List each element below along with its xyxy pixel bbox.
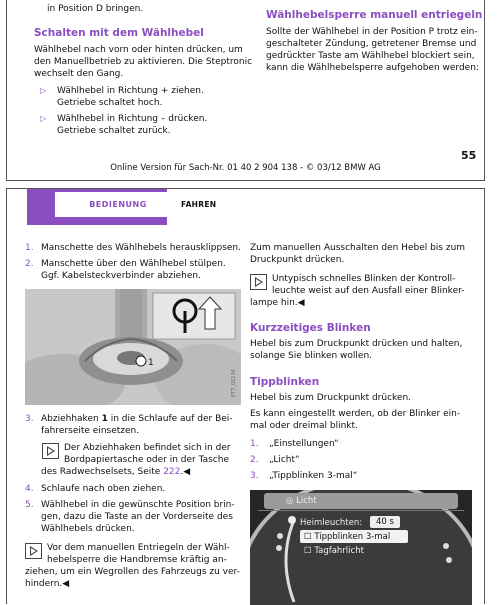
note-text: hindern.◀ <box>25 579 70 589</box>
list-item: Wählhebel in Richtung – drücken. <box>57 114 208 124</box>
list-item: „Einstellungen“ <box>269 439 339 449</box>
step-number: 5. <box>25 500 34 510</box>
step-number: 3. <box>25 414 34 424</box>
step-number: 1. <box>25 243 34 253</box>
page-number: 55 <box>461 149 477 162</box>
note-text: ziehen, um ein Wegrollen des Fahrzeugs zu ver- <box>25 567 240 577</box>
paragraph-line: Hebel bis zum Druckpunkt drücken. <box>250 393 412 403</box>
heading-tippblinken: Tippblinken <box>250 376 320 388</box>
checkbox-icon: ☐ <box>304 532 312 542</box>
light-icon: ◎ <box>286 496 294 506</box>
note-text: Untypisch schnelles Blinken der Kontroll- <box>272 274 456 284</box>
paragraph-line: Hebel bis zum Druckpunkt drücken und halten, <box>250 339 463 349</box>
paragraph-line: wechselt den Gang. <box>34 69 124 79</box>
note-text: Vor dem manuellen Entriegeln der Wähl- <box>47 543 230 553</box>
step-text: Manschette über den Wählhebel stülpen. <box>41 259 226 269</box>
list-number: 1. <box>250 439 259 449</box>
note-text: Der Abziehhaken befindet sich in der <box>64 443 231 453</box>
note-text: lampe hin.◀ <box>250 298 305 308</box>
screen-row-heimleuchten[interactable]: Heimleuchten: <box>300 518 363 528</box>
header-bar <box>27 189 167 225</box>
step-number: 4. <box>25 484 34 494</box>
paragraph-line: geschalteter Zündung, getretener Bremse und <box>266 39 477 49</box>
list-item: Wählhebel in Richtung + ziehen. <box>57 86 204 96</box>
paragraph-line: solange Sie blinken wollen. <box>250 351 373 361</box>
step-text: fahrerseite einsetzen. <box>41 426 140 436</box>
step-text: Abziehhaken 1 in die Schlaufe auf der Bei- <box>41 414 233 424</box>
step-text: Wählhebels drücken. <box>41 524 135 534</box>
svg-text:1: 1 <box>148 358 154 368</box>
step-text: Schlaufe nach oben ziehen. <box>41 484 166 494</box>
paragraph-line: den Manuellbetrieb zu aktivieren. Die Steptronic <box>34 57 253 67</box>
heading-schalten: Schalten mit dem Wählhebel <box>34 27 204 39</box>
note-text: des Radwechselsets, Seite 222.◀ <box>41 467 191 477</box>
list-item: „Licht“ <box>269 455 300 465</box>
gear-lever-photo <box>25 289 241 405</box>
note-text: Bordpapiertasche oder in der Tasche <box>64 455 229 465</box>
step-number: 2. <box>25 259 34 269</box>
paragraph-line: Wählhebel nach vorn oder hinten drücken, um <box>34 45 243 55</box>
checkbox-icon: ☐ <box>304 546 312 556</box>
list-item: Getriebe schaltet hoch. <box>57 98 163 108</box>
triangle-bullet-icon: ▷ <box>40 114 47 123</box>
note-text: leuchte weist auf den Ausfall einer Blinker- <box>272 286 465 296</box>
triangle-bullet-icon: ▷ <box>40 86 47 95</box>
paragraph-line: Es kann eingestellt werden, ob der Blinker ein- <box>250 409 461 419</box>
paragraph-line: kann die Wählhebelsperre aufgehoben werden: <box>266 63 479 73</box>
paragraph-line: mal oder dreimal blinkt. <box>250 421 358 431</box>
list-number: 2. <box>250 455 259 465</box>
paragraph-line: gedrückter Taste am Wählhebel blockiert sein, <box>266 51 475 61</box>
screen-title: ◎ Licht <box>286 496 317 506</box>
paragraph-line: Druckpunkt drücken. <box>250 255 345 265</box>
paragraph-line: Zum manuellen Ausschalten den Hebel bis zum <box>250 243 466 253</box>
top-page <box>6 0 485 181</box>
list-number: 3. <box>250 471 259 481</box>
bottom-page <box>6 188 485 604</box>
screen-value-heimleuchten[interactable]: 40 s <box>370 516 400 528</box>
list-item: „Tippblinken 3-mal“ <box>269 471 358 481</box>
step-text: Wählhebel in die gewünschte Position brin- <box>41 500 235 510</box>
screen-row-tippblinken[interactable]: ☐ Tippblinken 3-mal <box>304 532 391 542</box>
header-tab-bedienung: BEDIENUNG <box>55 192 181 217</box>
header-section: FAHREN <box>181 200 217 209</box>
step-text: Ggf. Kabelsteckverbinder abziehen. <box>41 271 201 281</box>
idrive-screen <box>250 490 472 605</box>
note-arrow-icon <box>250 274 267 290</box>
list-item: Getriebe schaltet zurück. <box>57 126 171 136</box>
step-text: Manschette des Wählhebels herausklippsen. <box>41 243 241 253</box>
step-text: gen, dazu die Taste an der Vorderseite des <box>41 512 233 522</box>
heading-waehlhebelsperre: Wählhebelsperre manuell entriegeln <box>266 9 483 21</box>
screen-row-tagfahrlicht[interactable]: ☐ Tagfahrlicht <box>304 546 364 556</box>
note-arrow-icon <box>42 443 59 459</box>
page-footer: Online Version für Sach-Nr. 01 40 2 904 138 - © 03/12 BMW AG <box>110 163 381 173</box>
image-code: ET7_01234 <box>231 369 237 397</box>
page-link[interactable]: 222 <box>163 467 181 477</box>
note-text: hebelsperre die Handbremse kräftig an- <box>47 555 227 565</box>
note-arrow-icon <box>25 543 42 559</box>
intro-line: in Position D bringen. <box>47 4 144 14</box>
heading-kurzzeitiges-blinken: Kurzzeitiges Blinken <box>250 322 371 334</box>
paragraph-line: Sollte der Wählhebel in der Position P trotz ein- <box>266 27 478 37</box>
